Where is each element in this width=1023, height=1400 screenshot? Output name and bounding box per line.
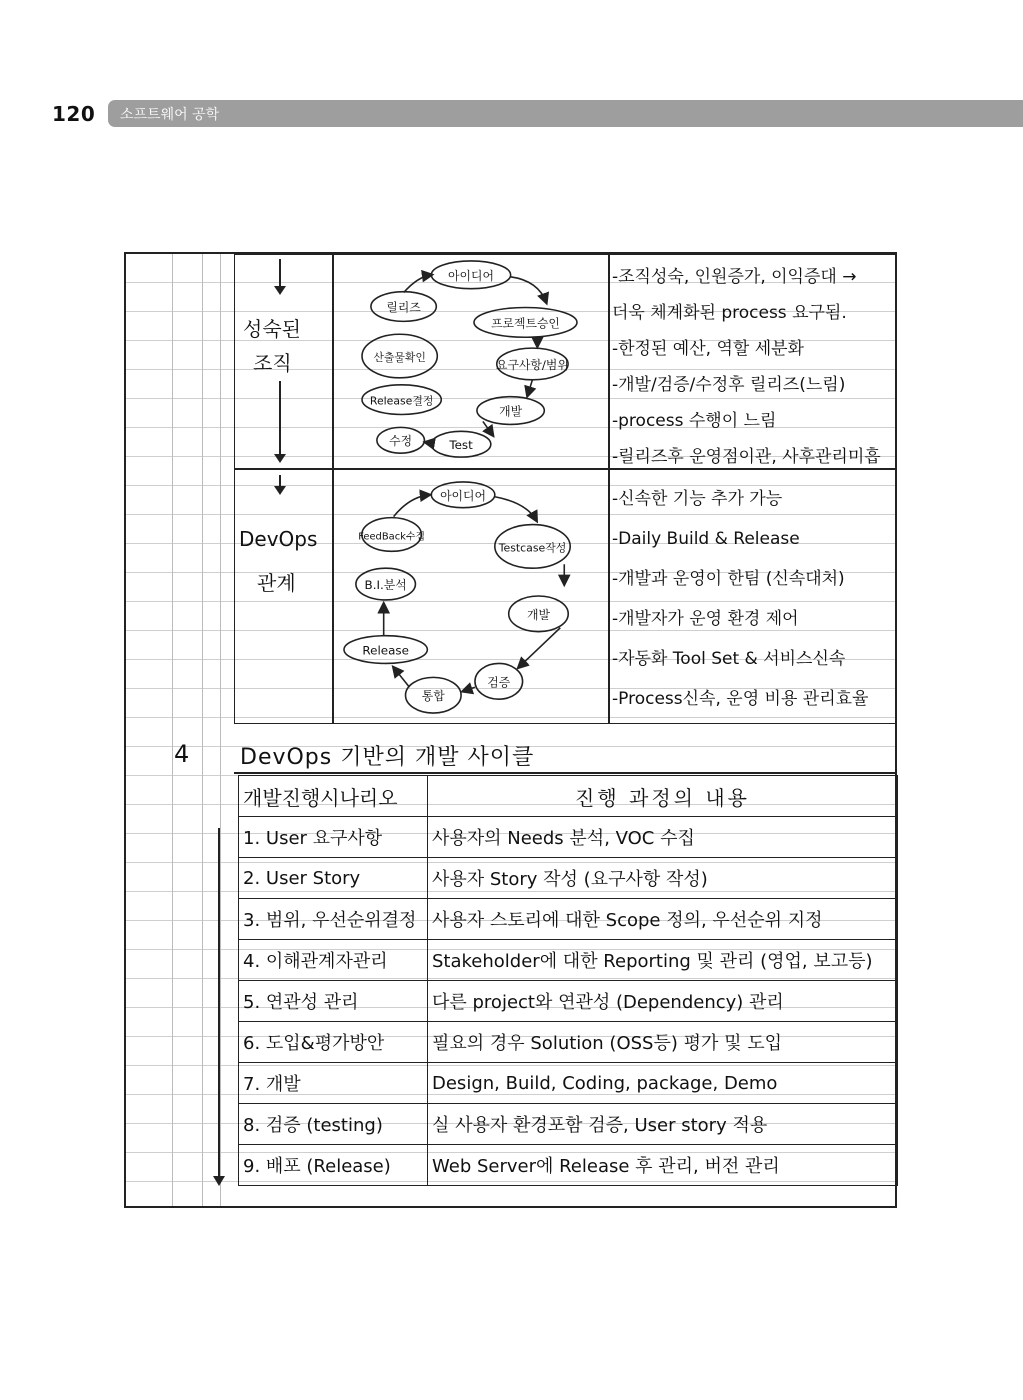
section-mature-org — [234, 254, 897, 470]
grid-line — [220, 254, 221, 1206]
cycle-step: 릴리즈 — [386, 300, 421, 315]
content-cell: 사용자 스토리에 대한 Scope 정의, 우선순위 지정 — [428, 899, 898, 940]
devops-cycle-diagram — [333, 469, 608, 723]
table-row — [239, 1063, 898, 1104]
content-cell: Design, Build, Coding, package, Demo — [428, 1063, 898, 1104]
table-row — [239, 1104, 898, 1145]
cycle-step: 아이디어 — [440, 488, 487, 503]
notebook-sheet — [124, 252, 897, 1208]
cycle-step: FeedBack수집 — [358, 531, 426, 543]
section-label: DevOps — [239, 527, 318, 551]
cycle-step: Testcase작성 — [498, 541, 567, 555]
down-arrow-icon — [218, 828, 220, 1184]
section-title: DevOps 기반의 개발 사이클 — [240, 745, 535, 770]
scenario-cell: 4. 이해관계자관리 — [239, 940, 428, 981]
cycle-step: 개발 — [526, 607, 550, 622]
dev-cycle-table — [238, 775, 898, 1186]
section-label: 성숙된 — [243, 317, 301, 341]
table-row — [239, 981, 898, 1022]
cycle-step: B.I.분석 — [364, 578, 407, 593]
note-item: -개발자가 운영 환경 제어 — [612, 609, 799, 629]
cycle-step: 검증 — [487, 675, 511, 690]
scenario-cell: 3. 범위, 우선순위결정 — [239, 899, 428, 940]
table-row — [239, 858, 898, 899]
table-row — [239, 1022, 898, 1063]
note-item: -Process신속, 운영 비용 관리효율 — [612, 689, 869, 709]
note-item: 더욱 체계화된 process 요구됨. — [612, 303, 847, 323]
scenario-cell: 7. 개발 — [239, 1063, 428, 1104]
cycle-step: Release — [362, 643, 409, 658]
note-item: -조직성숙, 인원증가, 이익증대 → — [612, 267, 857, 287]
table-row — [239, 817, 898, 858]
cycle-step: Release결정 — [369, 394, 434, 408]
note-item: -Daily Build & Release — [612, 529, 800, 549]
content-cell: 사용자의 Needs 분석, VOC 수집 — [428, 817, 898, 858]
note-item: -개발/검증/수정후 릴리즈(느림) — [612, 375, 846, 395]
note-item: -개발과 운영이 한팀 (신속대처) — [612, 569, 845, 589]
note-item: -릴리즈후 운영점이관, 사후관리미흡 — [612, 447, 881, 467]
content-cell: 실 사용자 환경포함 검증, User story 적용 — [428, 1104, 898, 1145]
table-header-row — [239, 776, 898, 817]
content-cell: 필요의 경우 Solution (OSS등) 평가 및 도입 — [428, 1022, 898, 1063]
down-arrow-icon — [279, 475, 281, 493]
grid-line — [172, 254, 173, 1206]
scenario-cell: 6. 도입&평가방안 — [239, 1022, 428, 1063]
scenario-cell: 1. User 요구사항 — [239, 817, 428, 858]
scenario-cell: 2. User Story — [239, 858, 428, 899]
section-underline — [234, 772, 897, 774]
header-bar — [108, 100, 1023, 127]
column-divider — [608, 255, 610, 469]
table-row — [239, 899, 898, 940]
cycle-step: 프로젝트승인 — [491, 316, 560, 331]
page-number: 120 — [52, 102, 96, 126]
down-arrow-icon — [279, 381, 281, 461]
book-title: 소프트웨어 공학 — [120, 107, 220, 123]
table-row — [239, 940, 898, 981]
grid-line — [202, 254, 203, 1206]
cycle-step: 산출물확인 — [373, 351, 426, 365]
content-cell: Web Server에 Release 후 관리, 버전 관리 — [428, 1145, 898, 1186]
note-item: -신속한 기능 추가 가능 — [612, 489, 783, 509]
column-header: 진행 과정의 내용 — [428, 776, 898, 817]
scenario-cell: 5. 연관성 관리 — [239, 981, 428, 1022]
scenario-cell: 8. 검증 (testing) — [239, 1104, 428, 1145]
section-label: 관계 — [257, 571, 296, 595]
cycle-step: 요구사항/범위 — [496, 357, 569, 372]
content-cell: 다른 project와 연관성 (Dependency) 관리 — [428, 981, 898, 1022]
cycle-step: 개발 — [499, 404, 523, 419]
section-number: 4 — [174, 740, 190, 768]
section-label: 조직 — [253, 351, 292, 375]
column-divider — [608, 469, 610, 723]
note-item: -자동화 Tool Set & 서비스신속 — [612, 649, 846, 669]
note-item: -한정된 예산, 역할 세분화 — [612, 339, 804, 359]
process-cycle-diagram — [333, 255, 608, 469]
scenario-cell: 9. 배포 (Release) — [239, 1145, 428, 1186]
down-arrow-icon — [279, 259, 281, 293]
cycle-step: 수정 — [389, 434, 413, 449]
content-cell: Stakeholder에 대한 Reporting 및 관리 (영업, 보고등) — [428, 940, 898, 981]
cycle-step: Test — [449, 438, 473, 453]
notes-list — [612, 259, 894, 475]
cycle-step: 통합 — [421, 689, 445, 704]
column-header: 개발진행시나리오 — [239, 776, 428, 817]
cycle-step: 아이디어 — [448, 268, 494, 283]
notes-list — [612, 479, 894, 719]
section-devops — [234, 468, 897, 724]
table-row — [239, 1145, 898, 1186]
note-item: -process 수행이 느림 — [612, 411, 777, 431]
content-cell: 사용자 Story 작성 (요구사항 작성) — [428, 858, 898, 899]
